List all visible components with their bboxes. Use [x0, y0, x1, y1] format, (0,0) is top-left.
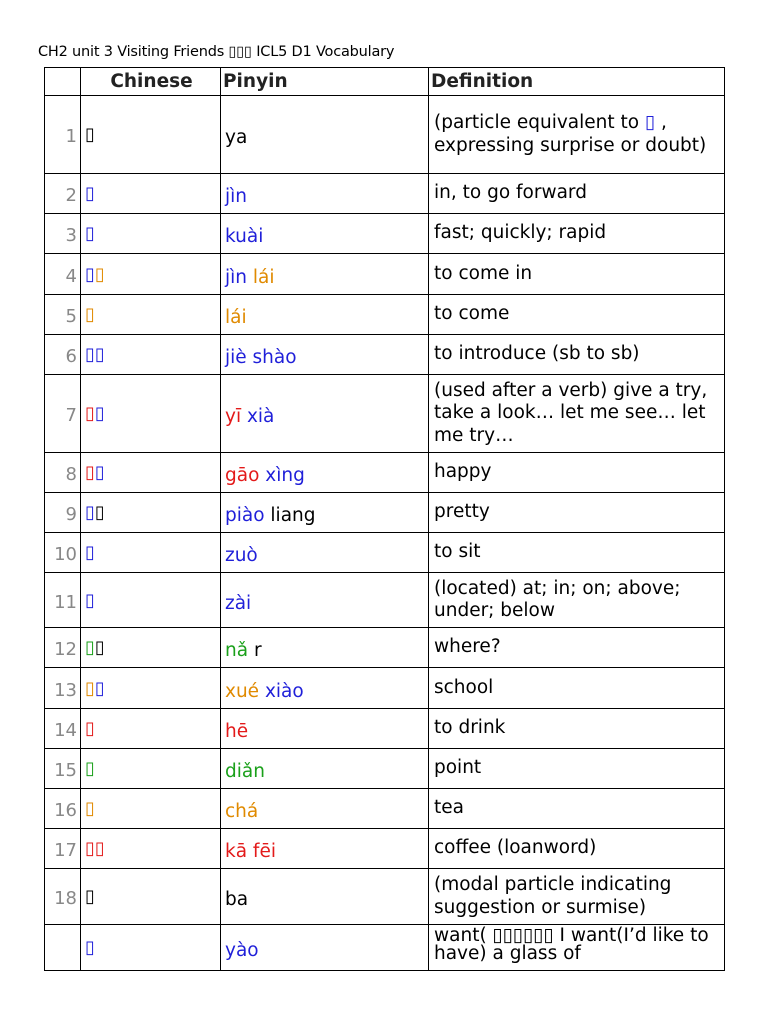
chinese-cell-segment: ▯ — [85, 589, 95, 611]
chinese-cell — [81, 214, 221, 254]
table-row — [45, 375, 725, 453]
pinyin-cell — [221, 709, 429, 749]
definition-cell — [429, 335, 725, 375]
document-title: CH2 unit 3 Visiting Friends ▯▯▯ ICL5 D1 Vocabulary — [38, 44, 395, 60]
definition-cell-segment: tea — [434, 797, 464, 819]
chinese-cell — [81, 493, 221, 533]
pinyin-cell — [221, 335, 429, 375]
table-row — [45, 533, 725, 573]
table-row — [45, 214, 725, 254]
chinese-cell-segment: ▯ — [85, 183, 95, 204]
chinese-cell — [81, 749, 221, 789]
pinyin-cell-segment: chá — [225, 801, 259, 822]
table-row — [45, 453, 725, 493]
chinese-cell — [81, 709, 221, 749]
pinyin-cell — [221, 214, 429, 254]
definition-cell — [429, 709, 725, 749]
definition-cell-segment: school — [434, 676, 494, 698]
pinyin-cell-segment: kuài — [225, 226, 264, 247]
pinyin-cell-segment: r — [253, 640, 262, 661]
chinese-cell — [81, 375, 221, 453]
table-row — [45, 869, 725, 925]
table-header-row — [45, 68, 725, 96]
definition-cell-segment: to drink — [434, 717, 506, 739]
definition-cell — [429, 789, 725, 829]
chinese-cell-segment: ▯ — [85, 344, 95, 365]
chinese-cell-segment: ▯ — [94, 403, 105, 424]
definition-cell-segment: where? — [434, 636, 501, 658]
definition-cell — [429, 668, 725, 709]
chinese-cell — [81, 925, 221, 971]
row-number: 17 — [45, 829, 81, 869]
pinyin-cell-segment: piào — [225, 505, 271, 526]
pinyin-cell — [221, 829, 429, 869]
row-number: 16 — [45, 789, 81, 829]
row-number: 9 — [45, 493, 81, 533]
pinyin-cell-segment: yào — [225, 940, 259, 961]
chinese-cell — [81, 254, 221, 295]
chinese-cell — [81, 335, 221, 375]
chinese-cell — [81, 453, 221, 493]
definition-cell — [429, 96, 725, 174]
chinese-cell-segment: ▯ — [85, 502, 95, 523]
definition-cell — [429, 925, 725, 971]
chinese-cell — [81, 628, 221, 668]
pinyin-cell — [221, 96, 429, 174]
row-number: 10 — [45, 533, 81, 573]
definition-cell-segment: point — [434, 757, 482, 779]
pinyin-cell — [221, 573, 429, 628]
table-row — [45, 493, 725, 533]
pinyin-cell-segment: xià — [246, 406, 275, 427]
definition-cell-segment: in, to go forward — [434, 182, 587, 204]
chinese-cell-segment: ▯ — [85, 937, 95, 958]
chinese-cell-segment: ▯ — [85, 542, 95, 563]
table-row — [45, 925, 725, 971]
table-row — [45, 295, 725, 335]
row-number: 8 — [45, 453, 81, 493]
pinyin-cell-segment: lái — [252, 266, 275, 288]
table-row — [45, 335, 725, 375]
definition-cell — [429, 254, 725, 295]
pinyin-cell — [221, 668, 429, 709]
header-chinese: Chinese — [81, 68, 221, 96]
definition-cell — [429, 453, 725, 493]
header-pinyin: Pinyin — [221, 68, 429, 96]
pinyin-cell-segment: gāo — [225, 465, 266, 486]
chinese-cell — [81, 295, 221, 335]
pinyin-cell — [221, 925, 429, 971]
pinyin-cell-segment: jìn — [225, 266, 253, 288]
chinese-cell — [81, 869, 221, 925]
chinese-cell — [81, 668, 221, 709]
definition-cell-segment: (located) at; in; on; above; under; below — [434, 577, 681, 621]
definition-cell-segment: want( ▯▯▯▯▯▯ I want(I’d like to have) a glass of — [434, 925, 709, 964]
chinese-cell-segment: ▯ — [85, 223, 95, 244]
chinese-cell-segment: ▯ — [94, 344, 105, 365]
chinese-cell-segment: ▯ — [94, 637, 105, 658]
row-number: 6 — [45, 335, 81, 375]
definition-cell — [429, 493, 725, 533]
pinyin-cell-segment: zuò — [225, 545, 258, 566]
chinese-cell — [81, 96, 221, 174]
row-number: 2 — [45, 174, 81, 214]
table-row — [45, 573, 725, 628]
table-row — [45, 628, 725, 668]
pinyin-cell-segment: yī — [225, 406, 247, 427]
pinyin-cell-segment: ya — [225, 127, 248, 148]
definition-cell — [429, 295, 725, 335]
definition-cell-segment: , expressing surprise or doubt) — [434, 112, 707, 156]
header-number — [45, 68, 81, 96]
pinyin-cell — [221, 295, 429, 335]
chinese-cell-segment: ▯ — [85, 758, 95, 779]
pinyin-cell — [221, 375, 429, 453]
pinyin-cell — [221, 533, 429, 573]
definition-cell-segment: to come — [434, 303, 510, 325]
row-number: 14 — [45, 709, 81, 749]
row-number — [45, 925, 81, 971]
table-row — [45, 829, 725, 869]
pinyin-cell-segment: xiào — [264, 680, 304, 702]
pinyin-cell — [221, 254, 429, 295]
header-definition: Definition — [429, 68, 725, 96]
pinyin-cell-segment: kā fēi — [225, 841, 276, 862]
chinese-cell — [81, 573, 221, 628]
definition-cell-segment: pretty — [434, 501, 490, 523]
pinyin-cell-segment: hē — [225, 721, 249, 742]
row-number: 5 — [45, 295, 81, 335]
pinyin-cell-segment: xué — [225, 680, 265, 702]
chinese-cell-segment: ▯ — [94, 677, 105, 699]
chinese-cell — [81, 789, 221, 829]
chinese-cell-segment: ▯ — [94, 263, 105, 285]
pinyin-cell-segment: xìng — [265, 465, 305, 486]
pinyin-cell-segment: jiè shào — [225, 347, 297, 368]
chinese-cell-segment: ▯ — [85, 637, 95, 658]
table-row — [45, 96, 725, 174]
pinyin-cell — [221, 493, 429, 533]
pinyin-cell-segment: zài — [225, 592, 252, 614]
pinyin-cell — [221, 869, 429, 925]
pinyin-cell-segment: ba — [225, 889, 249, 910]
row-number: 15 — [45, 749, 81, 789]
row-number: 4 — [45, 254, 81, 295]
vocabulary-rows — [45, 96, 725, 971]
pinyin-cell-segment: liang — [270, 505, 316, 526]
definition-cell — [429, 749, 725, 789]
definition-cell-segment: (particle equivalent to — [434, 112, 645, 133]
definition-cell-segment: happy — [434, 461, 492, 483]
definition-cell — [429, 533, 725, 573]
definition-cell-segment: (used after a verb) give a try, take a look… let me see… let me try… — [434, 379, 708, 446]
definition-cell — [429, 214, 725, 254]
definition-cell-segment: to sit — [434, 541, 481, 563]
vocabulary-table — [44, 67, 725, 971]
table-row — [45, 709, 725, 749]
row-number: 11 — [45, 573, 81, 628]
definition-cell-segment: coffee (loanword) — [434, 837, 597, 859]
pinyin-cell — [221, 789, 429, 829]
chinese-cell-segment: ▯ — [85, 304, 95, 325]
definition-cell-segment: ▯ — [644, 112, 656, 133]
pinyin-cell — [221, 174, 429, 214]
row-number: 7 — [45, 375, 81, 453]
pinyin-cell — [221, 453, 429, 493]
definition-cell — [429, 375, 725, 453]
chinese-cell-segment: ▯ — [85, 263, 95, 285]
definition-cell — [429, 628, 725, 668]
table-row — [45, 174, 725, 214]
chinese-cell-segment: ▯ — [85, 403, 95, 424]
pinyin-cell-segment: lái — [225, 307, 247, 328]
chinese-cell-segment: ▯ — [85, 838, 95, 859]
row-number: 18 — [45, 869, 81, 925]
pinyin-cell-segment: diǎn — [225, 761, 265, 782]
pinyin-cell-segment: jìn — [225, 186, 248, 207]
chinese-cell-segment: ▯ — [94, 462, 105, 483]
pinyin-cell-segment: nǎ — [225, 640, 254, 661]
definition-cell-segment: fast; quickly; rapid — [434, 222, 607, 244]
chinese-cell-segment: ▯ — [94, 502, 105, 523]
table-row — [45, 254, 725, 295]
definition-cell-segment: to come in — [434, 262, 533, 284]
definition-cell-segment: to introduce (sb to sb) — [434, 343, 640, 365]
definition-cell-segment: (modal particle indicating suggestion or surmise) — [434, 874, 672, 918]
chinese-cell — [81, 174, 221, 214]
pinyin-cell — [221, 628, 429, 668]
chinese-cell-segment: ▯ — [85, 718, 95, 739]
table-row — [45, 749, 725, 789]
chinese-cell-segment: ▯ — [85, 462, 95, 483]
chinese-cell-segment: ▯ — [85, 886, 95, 907]
table-row — [45, 668, 725, 709]
definition-cell — [429, 174, 725, 214]
chinese-cell — [81, 533, 221, 573]
row-number: 12 — [45, 628, 81, 668]
definition-cell — [429, 829, 725, 869]
definition-cell — [429, 573, 725, 628]
chinese-cell-segment: ▯ — [94, 838, 105, 859]
row-number: 1 — [45, 96, 81, 174]
chinese-cell-segment: ▯ — [85, 677, 95, 699]
row-number: 3 — [45, 214, 81, 254]
pinyin-cell — [221, 749, 429, 789]
row-number: 13 — [45, 668, 81, 709]
table-row — [45, 789, 725, 829]
chinese-cell-segment: ▯ — [85, 798, 95, 819]
definition-cell — [429, 869, 725, 925]
chinese-cell-segment: ▯ — [85, 124, 95, 145]
chinese-cell — [81, 829, 221, 869]
